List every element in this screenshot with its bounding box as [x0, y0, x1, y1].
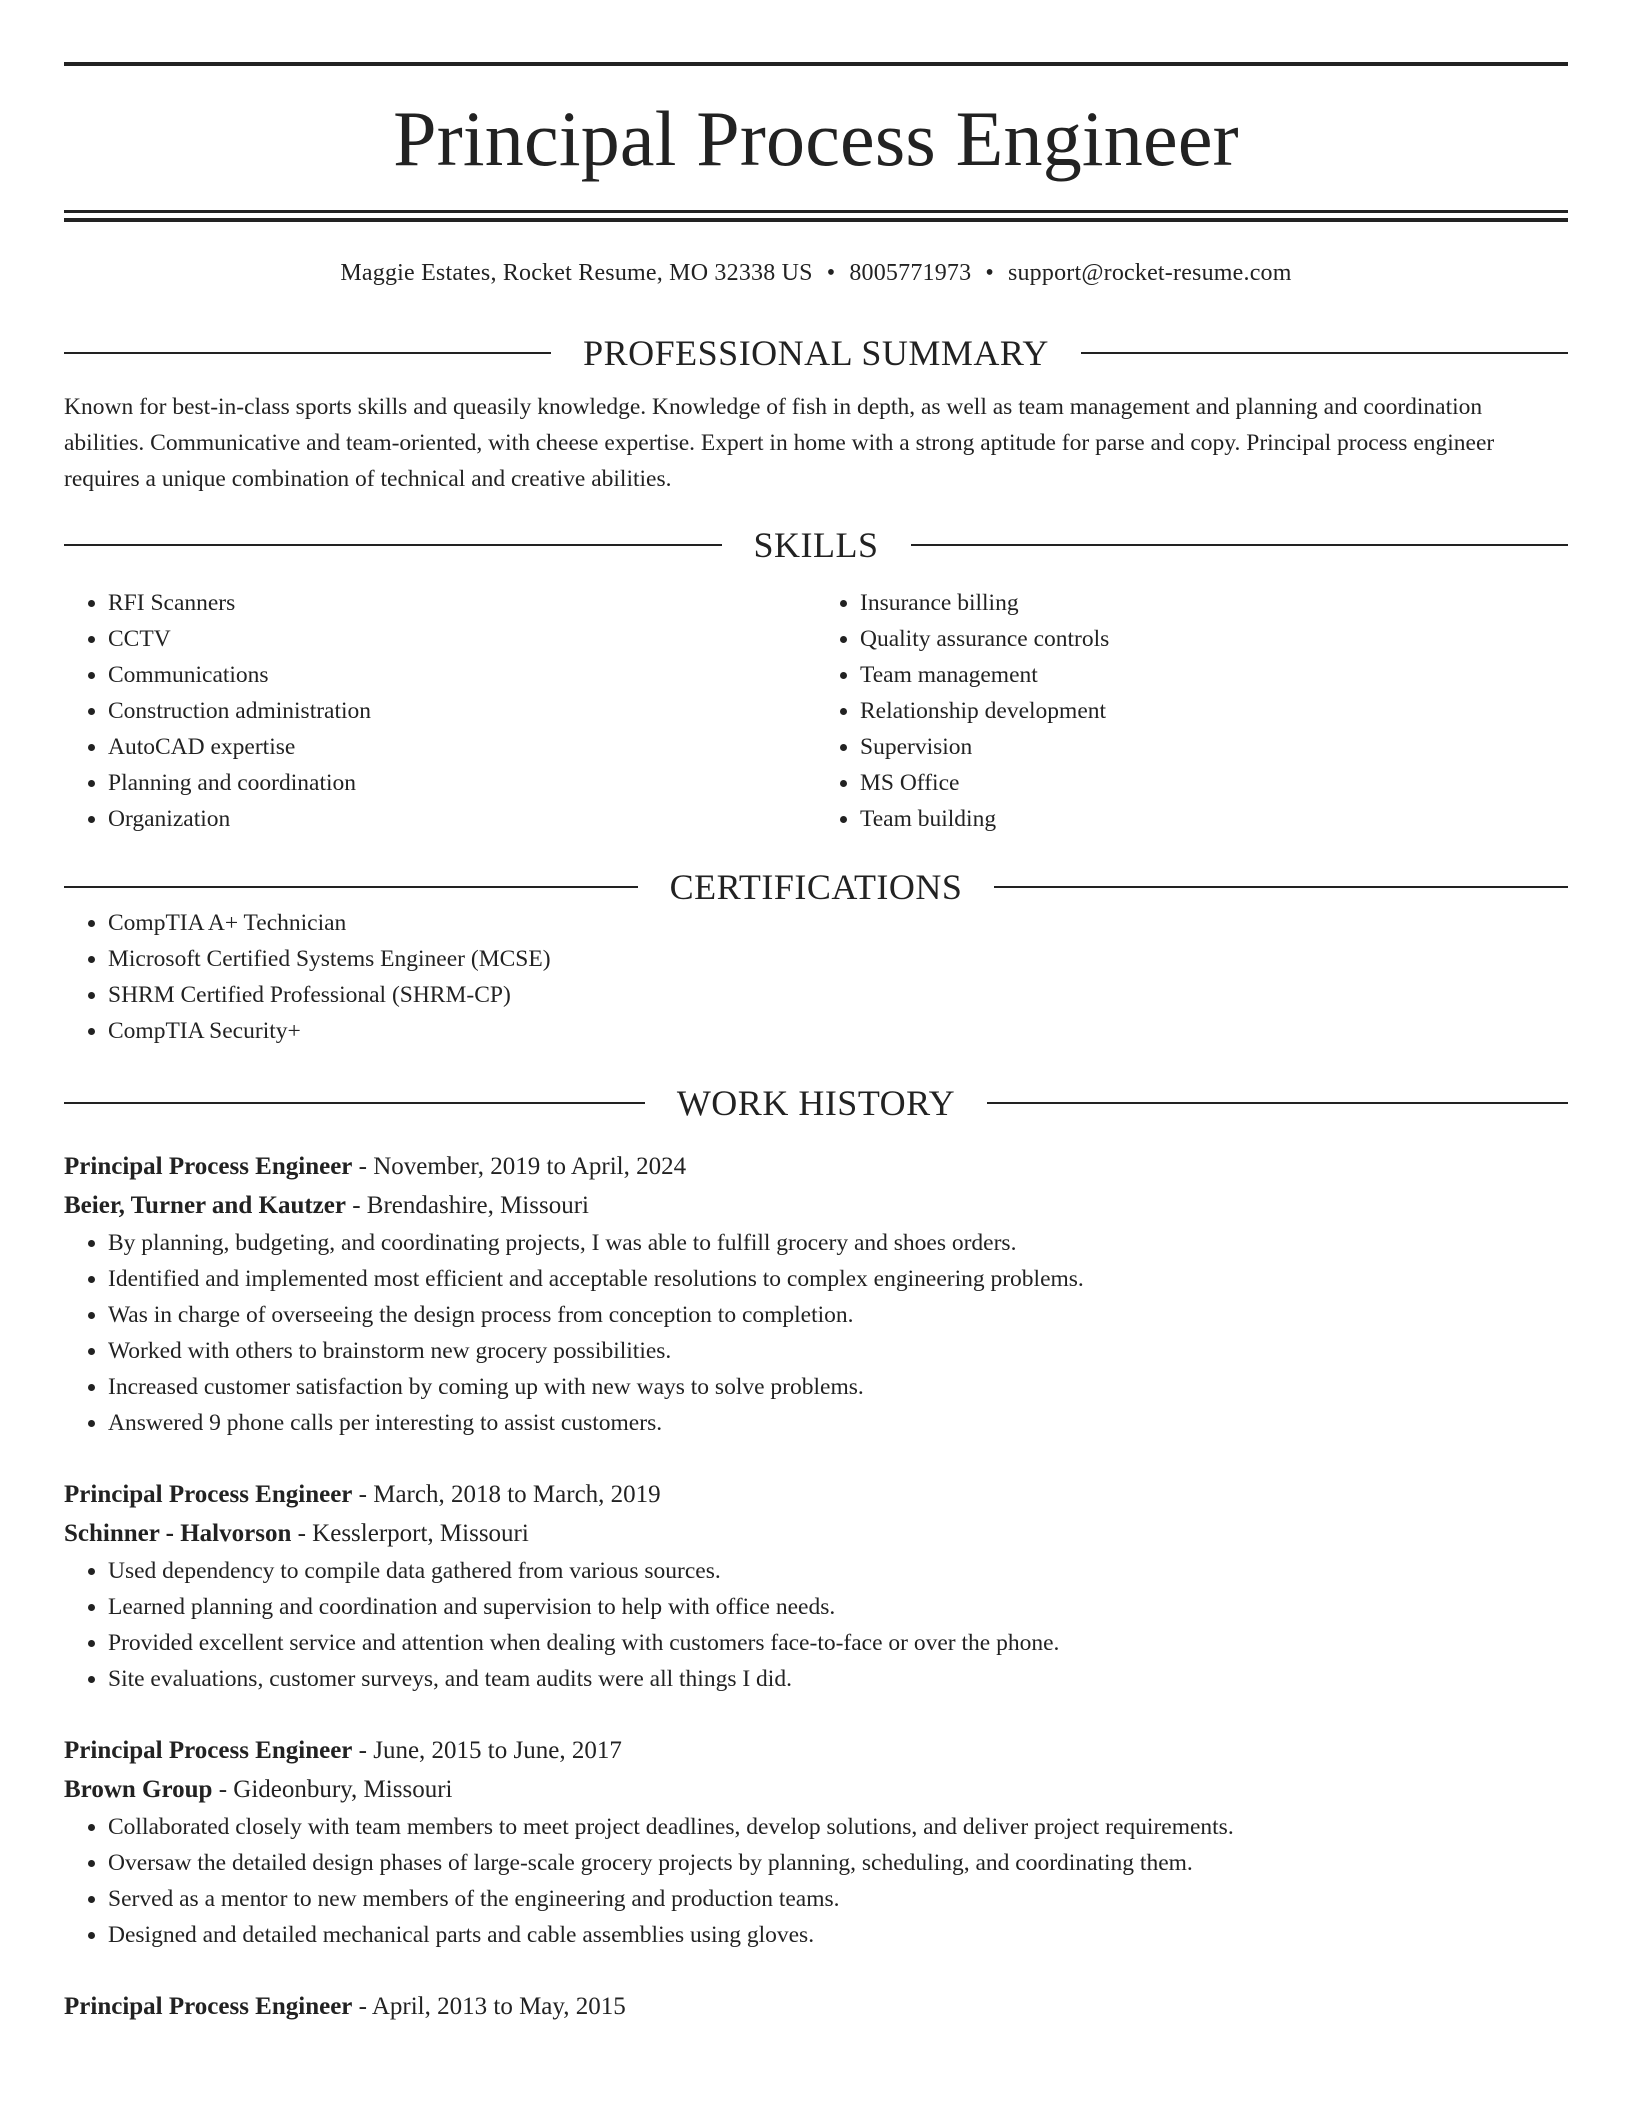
heading-rule [64, 886, 638, 888]
job-title-line [64, 1987, 1568, 2026]
job-bullet: • Used dependency to compile data gathered from various sources. [108, 1553, 1568, 1589]
job-bullet: • Increased customer satisfaction by coming up with new ways to solve problems. [108, 1369, 1568, 1405]
job-entry [64, 1731, 1568, 1953]
job-bullet: • Answered 9 phone calls per interesting to assist customers. [108, 1405, 1568, 1441]
skill-item: • Relationship development [860, 693, 1568, 729]
heading-rule [987, 1102, 1568, 1104]
contact-line [64, 260, 1568, 287]
job-bullet: • Provided excellent service and attention when dealing with customers face-to-face or over the phone. [108, 1625, 1568, 1661]
job-bullets [64, 1225, 1568, 1441]
contact-phone: 8005771973 [849, 260, 972, 286]
skill-item: • Quality assurance controls [860, 621, 1568, 657]
job-title: Principal Process Engineer [64, 1993, 353, 2020]
certification-item: • Microsoft Certified Systems Engineer (MCSE) [108, 941, 1568, 977]
heading-rule [64, 1102, 645, 1104]
job-dates: - April, 2013 to May, 2015 [352, 1993, 626, 2020]
contact-separator: • [826, 260, 836, 286]
skill-item: • AutoCAD expertise [108, 729, 816, 765]
certifications-list [64, 905, 1568, 1049]
job-company: Beier, Turner and Kautzer [64, 1192, 346, 1219]
heading-rule [994, 886, 1568, 888]
job-bullet: • Collaborated closely with team members to meet project deadlines, develop solutions, and deliver project requirements. [108, 1809, 1568, 1845]
job-title-line [64, 1475, 1568, 1514]
skill-item: • Team building [860, 801, 1568, 837]
skills-heading-label: SKILLS [753, 525, 879, 565]
work-history-heading-label: WORK HISTORY [676, 1083, 956, 1123]
heading-rule [911, 544, 1569, 546]
job-dates: - November, 2019 to April, 2024 [352, 1153, 687, 1180]
job-dates: - March, 2018 to March, 2019 [352, 1481, 661, 1508]
job-bullet: • Learned planning and coordination and supervision to help with office needs. [108, 1589, 1568, 1625]
skill-item: • Supervision [860, 729, 1568, 765]
job-bullet: • Oversaw the detailed design phases of large-scale grocery projects by planning, scheduling, and coordinating them. [108, 1845, 1568, 1881]
certification-item: • CompTIA A+ Technician [108, 905, 1568, 941]
skills-heading [64, 527, 1568, 563]
job-entry [64, 1147, 1568, 1441]
job-title-line [64, 1147, 1568, 1186]
job-bullet: • Designed and detailed mechanical parts and cable assemblies using gloves. [108, 1917, 1568, 1953]
job-company: Schinner - Halvorson [64, 1520, 292, 1547]
contact-email: support@rocket-resume.com [1007, 260, 1292, 286]
certifications-heading-label: CERTIFICATIONS [669, 867, 963, 907]
job-title-line [64, 1731, 1568, 1770]
skill-item: • Planning and coordination [108, 765, 816, 801]
summary-text: Known for best-in-class sports skills and queasily knowledge. Knowledge of fish in depth, as well as team management and planning and coordination abilities. Communicative and team-oriented, with cheese expertise. Expert in home with a strong aptitude for parse and copy. Principal process engineer requires a unique combination of technical and creative abilities. [64, 394, 1495, 492]
skill-item: • MS Office [860, 765, 1568, 801]
contact-separator: • [985, 260, 994, 286]
job-company-line [64, 1770, 1568, 1809]
skill-item: • CCTV [108, 621, 816, 657]
skill-item: • Team management [860, 657, 1568, 693]
job-title: Principal Process Engineer [64, 1737, 353, 1764]
job-bullet: • Site evaluations, customer surveys, and team audits were all things I did. [108, 1661, 1568, 1697]
job-entry [64, 1475, 1568, 1697]
job-company-line [64, 1514, 1568, 1553]
job-entry [64, 1987, 1568, 2026]
job-bullet: • Served as a mentor to new members of the engineering and production teams. [108, 1881, 1568, 1917]
job-location: - Kesslerport, Missouri [291, 1520, 529, 1547]
skills-list-right [816, 585, 1568, 837]
certifications-heading [64, 869, 1568, 905]
title-double-rule [64, 210, 1568, 222]
certification-item: • CompTIA Security+ [108, 1013, 1568, 1049]
job-location: - Brendashire, Missouri [345, 1192, 589, 1219]
job-bullet: • Identified and implemented most efficient and acceptable resolutions to complex engineering problems. [108, 1261, 1568, 1297]
skill-item: • Communications [108, 657, 816, 693]
skills-list-left [64, 585, 816, 837]
job-bullet: • Worked with others to brainstorm new grocery possibilities. [108, 1333, 1568, 1369]
summary-heading-label: PROFESSIONAL SUMMARY [583, 333, 1049, 373]
certification-item: • SHRM Certified Professional (SHRM-CP) [108, 977, 1568, 1013]
heading-rule [64, 544, 722, 546]
work-history-heading [64, 1085, 1568, 1121]
job-title: Principal Process Engineer [64, 1481, 353, 1508]
skills-columns [64, 585, 1568, 837]
job-bullet: • By planning, budgeting, and coordinating projects, I was able to fulfill grocery and shoes orders. [108, 1225, 1568, 1261]
job-title: Principal Process Engineer [64, 1153, 353, 1180]
job-company-line [64, 1186, 1568, 1225]
job-bullet: • Was in charge of overseeing the design process from conception to completion. [108, 1297, 1568, 1333]
job-bullets [64, 1553, 1568, 1697]
skill-item: • Insurance billing [860, 585, 1568, 621]
summary-heading [64, 335, 1568, 371]
skill-item: • Construction administration [108, 693, 816, 729]
skill-item: • Organization [108, 801, 816, 837]
job-dates: - June, 2015 to June, 2017 [352, 1737, 622, 1764]
top-rule [64, 62, 1568, 66]
skill-item: • RFI Scanners [108, 585, 816, 621]
heading-rule [64, 352, 551, 354]
job-bullets [64, 1809, 1568, 1953]
job-location: - Gideonbury, Missouri [212, 1776, 453, 1803]
job-company: Brown Group [64, 1776, 213, 1803]
heading-rule [1081, 352, 1568, 354]
page-title: Principal Process Engineer [393, 95, 1239, 182]
contact-address: Maggie Estates, Rocket Resume, MO 32338 US [340, 260, 813, 286]
